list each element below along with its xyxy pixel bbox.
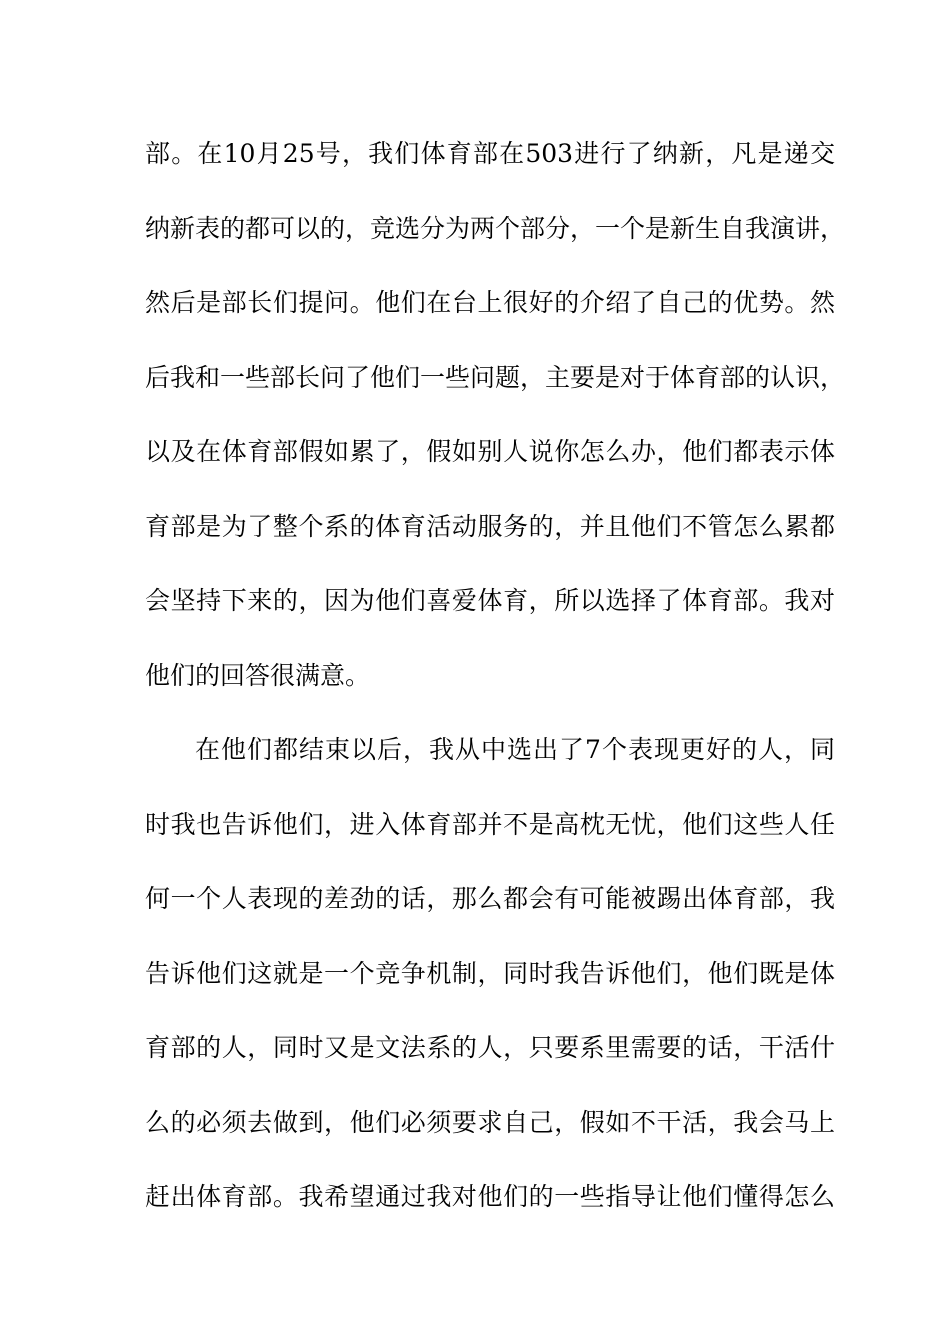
text-line-paragraph-start: 在他们都结束以后，我从中选出了7个表现更好的人，同 (195, 735, 835, 764)
text-line: 部。在10月25号，我们体育部在503进行了纳新，凡是递交 (145, 139, 835, 168)
text-line: 育部是为了整个系的体育活动服务的，并且他们不管怎么累都 (145, 511, 835, 541)
text-line: 会坚持下来的，因为他们喜爱体育，所以选择了体育部。我对 (145, 586, 835, 615)
text-line: 然后是部长们提问。他们在台上很好的介绍了自己的优势。然 (145, 288, 835, 317)
text-line: 何一个人表现的差劲的话，那么都会有可能被踢出体育部，我 (145, 884, 835, 913)
text-line: 赶出体育部。我希望通过我对他们的一些指导让他们懂得怎么 (145, 1182, 835, 1211)
text-line-paragraph-end: 他们的回答很满意。 (145, 660, 371, 690)
text-line: 么的必须去做到，他们必须要求自己，假如不干活，我会马上 (145, 1107, 835, 1137)
text-line: 后我和一些部长问了他们一些问题，主要是对于体育部的认识， (145, 362, 846, 392)
text-line: 时我也告诉他们，进入体育部并不是高枕无忧，他们这些人任 (145, 809, 835, 839)
text-line: 育部的人，同时又是文法系的人，只要系里需要的话，干活什 (145, 1033, 835, 1062)
text-line: 告诉他们这就是一个竞争机制，同时我告诉他们，他们既是体 (145, 958, 835, 988)
text-line: 纳新表的都可以的，竞选分为两个部分，一个是新生自我演讲， (145, 213, 846, 243)
body-text (145, 132, 846, 1250)
text-line: 以及在体育部假如累了，假如别人说你怎么办，他们都表示体 (145, 437, 835, 466)
